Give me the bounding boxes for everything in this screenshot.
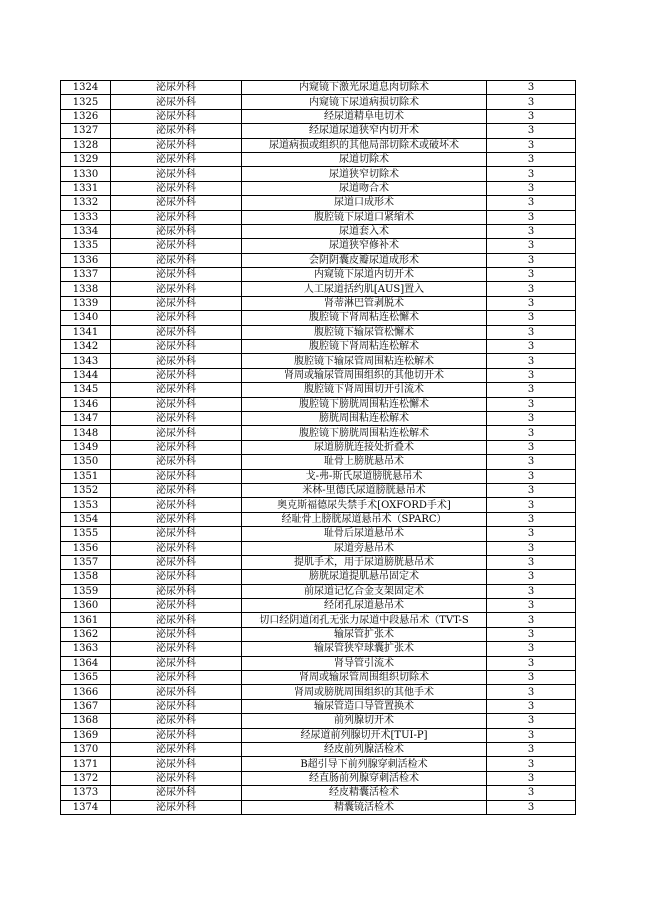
department-cell: 泌尿外科 (111, 627, 242, 641)
table-row (61, 282, 576, 296)
department-cell: 泌尿外科 (111, 671, 242, 685)
table-row (61, 152, 576, 166)
level-cell: 3 (487, 742, 576, 756)
level-cell: 3 (487, 210, 576, 224)
department-cell: 泌尿外科 (111, 253, 242, 267)
table-row (61, 613, 576, 627)
department-cell: 泌尿外科 (111, 311, 242, 325)
procedure-name-cell: 经尿道精阜电切术 (242, 109, 487, 123)
row-id-cell: 1371 (61, 757, 111, 771)
department-cell: 泌尿外科 (111, 167, 242, 181)
level-cell: 3 (487, 527, 576, 541)
procedure-name-cell: 尿道狭窄切除术 (242, 167, 487, 181)
department-cell: 泌尿外科 (111, 699, 242, 713)
row-id-cell: 1374 (61, 800, 111, 814)
table-row (61, 440, 576, 454)
department-cell: 泌尿外科 (111, 354, 242, 368)
table-row (61, 296, 576, 310)
level-cell: 3 (487, 671, 576, 685)
table-row (61, 570, 576, 584)
procedure-name-cell: 内窥镜下尿道病损切除术 (242, 95, 487, 109)
procedure-table-body (61, 81, 576, 815)
procedure-name-cell: 切口经阴道闭孔无张力尿道中段悬吊术（TVT-S (242, 613, 487, 627)
procedure-name-cell: 尿道吻合术 (242, 181, 487, 195)
table-row (61, 210, 576, 224)
table-row (61, 426, 576, 440)
row-id-cell: 1344 (61, 368, 111, 382)
level-cell: 3 (487, 642, 576, 656)
table-row (61, 138, 576, 152)
table-row (61, 455, 576, 469)
department-cell: 泌尿外科 (111, 397, 242, 411)
procedure-name-cell: 肾导管引流术 (242, 656, 487, 670)
level-cell: 3 (487, 685, 576, 699)
department-cell: 泌尿外科 (111, 426, 242, 440)
procedure-name-cell: 尿道切除术 (242, 152, 487, 166)
level-cell: 3 (487, 181, 576, 195)
table-row (61, 685, 576, 699)
level-cell: 3 (487, 469, 576, 483)
procedure-table (60, 80, 576, 815)
table-row (61, 728, 576, 742)
table-row (61, 714, 576, 728)
table-row (61, 742, 576, 756)
level-cell: 3 (487, 340, 576, 354)
procedure-name-cell: 内窥镜下尿道内切开术 (242, 268, 487, 282)
table-row (61, 167, 576, 181)
row-id-cell: 1341 (61, 325, 111, 339)
level-cell: 3 (487, 728, 576, 742)
department-cell: 泌尿外科 (111, 368, 242, 382)
procedure-name-cell: 经闭孔尿道悬吊术 (242, 599, 487, 613)
table-row (61, 642, 576, 656)
procedure-name-cell: 肾周或膀胱周围组织的其他手术 (242, 685, 487, 699)
level-cell: 3 (487, 138, 576, 152)
level-cell: 3 (487, 498, 576, 512)
row-id-cell: 1333 (61, 210, 111, 224)
department-cell: 泌尿外科 (111, 340, 242, 354)
table-row (61, 512, 576, 526)
level-cell: 3 (487, 627, 576, 641)
procedure-name-cell: 经耻骨上膀胱尿道悬吊术（SPARC） (242, 512, 487, 526)
procedure-name-cell: 腹腔镜下尿道口紧缩术 (242, 210, 487, 224)
procedure-name-cell: 人工尿道括约肌[AUS]置入 (242, 282, 487, 296)
level-cell: 3 (487, 757, 576, 771)
level-cell: 3 (487, 714, 576, 728)
row-id-cell: 1354 (61, 512, 111, 526)
row-id-cell: 1359 (61, 584, 111, 598)
procedure-name-cell: 肾周或输尿管周围组织的其他切开术 (242, 368, 487, 382)
level-cell: 3 (487, 440, 576, 454)
procedure-name-cell: 耻骨后尿道悬吊术 (242, 527, 487, 541)
department-cell: 泌尿外科 (111, 152, 242, 166)
level-cell: 3 (487, 253, 576, 267)
row-id-cell: 1363 (61, 642, 111, 656)
procedure-name-cell: 腹腔镜下肾周粘连松解术 (242, 340, 487, 354)
procedure-name-cell: 膀胱周围粘连松解术 (242, 411, 487, 425)
level-cell: 3 (487, 282, 576, 296)
level-cell: 3 (487, 109, 576, 123)
row-id-cell: 1365 (61, 671, 111, 685)
department-cell: 泌尿外科 (111, 455, 242, 469)
level-cell: 3 (487, 296, 576, 310)
table-row (61, 268, 576, 282)
table-row (61, 599, 576, 613)
department-cell: 泌尿外科 (111, 383, 242, 397)
procedure-name-cell: 经皮前列腺活检术 (242, 742, 487, 756)
procedure-name-cell: 腹腔镜下输尿管松懈术 (242, 325, 487, 339)
department-cell: 泌尿外科 (111, 81, 242, 95)
procedure-name-cell: 肾周或输尿管周围组织切除术 (242, 671, 487, 685)
table-row (61, 498, 576, 512)
table-row (61, 771, 576, 785)
table-row (61, 196, 576, 210)
procedure-name-cell: 尿道口成形术 (242, 196, 487, 210)
procedure-name-cell: 精囊镜活检术 (242, 800, 487, 814)
row-id-cell: 1324 (61, 81, 111, 95)
procedure-name-cell: 经皮精囊活检术 (242, 786, 487, 800)
procedure-name-cell: 提肌手术，用于尿道膀胱悬吊术 (242, 555, 487, 569)
level-cell: 3 (487, 555, 576, 569)
table-row (61, 253, 576, 267)
row-id-cell: 1360 (61, 599, 111, 613)
department-cell: 泌尿外科 (111, 742, 242, 756)
level-cell: 3 (487, 613, 576, 627)
row-id-cell: 1361 (61, 613, 111, 627)
row-id-cell: 1350 (61, 455, 111, 469)
level-cell: 3 (487, 368, 576, 382)
table-row (61, 483, 576, 497)
row-id-cell: 1368 (61, 714, 111, 728)
table-row (61, 786, 576, 800)
row-id-cell: 1345 (61, 383, 111, 397)
procedure-name-cell: 前尿道记忆合金支架固定术 (242, 584, 487, 598)
row-id-cell: 1352 (61, 483, 111, 497)
row-id-cell: 1357 (61, 555, 111, 569)
department-cell: 泌尿外科 (111, 210, 242, 224)
department-cell: 泌尿外科 (111, 124, 242, 138)
department-cell: 泌尿外科 (111, 138, 242, 152)
level-cell: 3 (487, 95, 576, 109)
procedure-name-cell: 肾蒂淋巴管剥脱术 (242, 296, 487, 310)
department-cell: 泌尿外科 (111, 656, 242, 670)
row-id-cell: 1340 (61, 311, 111, 325)
level-cell: 3 (487, 786, 576, 800)
table-row (61, 656, 576, 670)
table-row (61, 340, 576, 354)
department-cell: 泌尿外科 (111, 786, 242, 800)
table-row (61, 627, 576, 641)
level-cell: 3 (487, 512, 576, 526)
department-cell: 泌尿外科 (111, 642, 242, 656)
row-id-cell: 1336 (61, 253, 111, 267)
row-id-cell: 1329 (61, 152, 111, 166)
procedure-name-cell: 会阴阴囊皮瓣尿道成形术 (242, 253, 487, 267)
procedure-name-cell: 尿道旁悬吊术 (242, 541, 487, 555)
level-cell: 3 (487, 268, 576, 282)
department-cell: 泌尿外科 (111, 296, 242, 310)
department-cell: 泌尿外科 (111, 613, 242, 627)
table-row (61, 555, 576, 569)
procedure-name-cell: 输尿管扩张术 (242, 627, 487, 641)
level-cell: 3 (487, 196, 576, 210)
row-id-cell: 1335 (61, 239, 111, 253)
level-cell: 3 (487, 771, 576, 785)
level-cell: 3 (487, 599, 576, 613)
table-row (61, 368, 576, 382)
level-cell: 3 (487, 239, 576, 253)
level-cell: 3 (487, 397, 576, 411)
department-cell: 泌尿外科 (111, 714, 242, 728)
table-row (61, 411, 576, 425)
department-cell: 泌尿外科 (111, 109, 242, 123)
table-row (61, 671, 576, 685)
row-id-cell: 1355 (61, 527, 111, 541)
procedure-name-cell: 腹腔镜下膀胱周围粘连松懈术 (242, 397, 487, 411)
level-cell: 3 (487, 124, 576, 138)
row-id-cell: 1325 (61, 95, 111, 109)
procedure-name-cell: B超引导下前列腺穿刺活检术 (242, 757, 487, 771)
row-id-cell: 1370 (61, 742, 111, 756)
department-cell: 泌尿外科 (111, 498, 242, 512)
procedure-name-cell: 尿道套入术 (242, 224, 487, 238)
table-row (61, 311, 576, 325)
procedure-name-cell: 戈-弗-斯氏尿道膀胱悬吊术 (242, 469, 487, 483)
level-cell: 3 (487, 656, 576, 670)
row-id-cell: 1372 (61, 771, 111, 785)
procedure-name-cell: 内窥镜下激光尿道息肉切除术 (242, 81, 487, 95)
table-row (61, 699, 576, 713)
level-cell: 3 (487, 800, 576, 814)
procedure-name-cell: 奥克斯福德尿失禁手术[OXFORD手术] (242, 498, 487, 512)
department-cell: 泌尿外科 (111, 268, 242, 282)
procedure-name-cell: 尿道病损或组织的其他局部切除术或破坏术 (242, 138, 487, 152)
department-cell: 泌尿外科 (111, 512, 242, 526)
row-id-cell: 1334 (61, 224, 111, 238)
department-cell: 泌尿外科 (111, 728, 242, 742)
table-row (61, 124, 576, 138)
department-cell: 泌尿外科 (111, 411, 242, 425)
row-id-cell: 1339 (61, 296, 111, 310)
procedure-name-cell: 腹腔镜下膀胱周围粘连松解术 (242, 426, 487, 440)
procedure-name-cell: 输尿管造口导管置换术 (242, 699, 487, 713)
procedure-name-cell: 经直肠前列腺穿刺活检术 (242, 771, 487, 785)
table-row (61, 800, 576, 814)
table-row (61, 584, 576, 598)
row-id-cell: 1331 (61, 181, 111, 195)
department-cell: 泌尿外科 (111, 325, 242, 339)
row-id-cell: 1349 (61, 440, 111, 454)
level-cell: 3 (487, 455, 576, 469)
row-id-cell: 1356 (61, 541, 111, 555)
row-id-cell: 1343 (61, 354, 111, 368)
procedure-name-cell: 尿道狭窄修补术 (242, 239, 487, 253)
table-row (61, 469, 576, 483)
procedure-name-cell: 膀胱尿道提肌悬吊固定术 (242, 570, 487, 584)
level-cell: 3 (487, 383, 576, 397)
procedure-name-cell: 输尿管狭窄球囊扩张术 (242, 642, 487, 656)
row-id-cell: 1326 (61, 109, 111, 123)
level-cell: 3 (487, 584, 576, 598)
table-row (61, 757, 576, 771)
table-row (61, 181, 576, 195)
row-id-cell: 1332 (61, 196, 111, 210)
row-id-cell: 1337 (61, 268, 111, 282)
department-cell: 泌尿外科 (111, 685, 242, 699)
row-id-cell: 1373 (61, 786, 111, 800)
row-id-cell: 1328 (61, 138, 111, 152)
table-row (61, 325, 576, 339)
department-cell: 泌尿外科 (111, 469, 242, 483)
table-row (61, 541, 576, 555)
table-row (61, 397, 576, 411)
row-id-cell: 1367 (61, 699, 111, 713)
department-cell: 泌尿外科 (111, 95, 242, 109)
department-cell: 泌尿外科 (111, 282, 242, 296)
department-cell: 泌尿外科 (111, 584, 242, 598)
procedure-name-cell: 耻骨上膀胱悬吊术 (242, 455, 487, 469)
table-row (61, 239, 576, 253)
table-row (61, 109, 576, 123)
row-id-cell: 1351 (61, 469, 111, 483)
department-cell: 泌尿外科 (111, 800, 242, 814)
row-id-cell: 1364 (61, 656, 111, 670)
level-cell: 3 (487, 411, 576, 425)
level-cell: 3 (487, 570, 576, 584)
procedure-name-cell: 经尿道尿道狭窄内切开术 (242, 124, 487, 138)
procedure-name-cell: 腹腔镜下输尿管周围粘连松解术 (242, 354, 487, 368)
table-row (61, 383, 576, 397)
procedure-name-cell: 米林-里德氏尿道膀胱悬吊术 (242, 483, 487, 497)
level-cell: 3 (487, 311, 576, 325)
row-id-cell: 1342 (61, 340, 111, 354)
department-cell: 泌尿外科 (111, 599, 242, 613)
procedure-name-cell: 腹腔镜下肾周围切开引流术 (242, 383, 487, 397)
procedure-name-cell: 腹腔镜下肾周粘连松懈术 (242, 311, 487, 325)
row-id-cell: 1346 (61, 397, 111, 411)
row-id-cell: 1338 (61, 282, 111, 296)
department-cell: 泌尿外科 (111, 570, 242, 584)
row-id-cell: 1369 (61, 728, 111, 742)
row-id-cell: 1366 (61, 685, 111, 699)
department-cell: 泌尿外科 (111, 440, 242, 454)
department-cell: 泌尿外科 (111, 555, 242, 569)
table-row (61, 354, 576, 368)
procedure-name-cell: 尿道膀胱连接处折叠术 (242, 440, 487, 454)
department-cell: 泌尿外科 (111, 771, 242, 785)
row-id-cell: 1362 (61, 627, 111, 641)
level-cell: 3 (487, 483, 576, 497)
level-cell: 3 (487, 167, 576, 181)
table-row (61, 224, 576, 238)
department-cell: 泌尿外科 (111, 181, 242, 195)
table-row (61, 81, 576, 95)
department-cell: 泌尿外科 (111, 757, 242, 771)
department-cell: 泌尿外科 (111, 483, 242, 497)
level-cell: 3 (487, 325, 576, 339)
department-cell: 泌尿外科 (111, 239, 242, 253)
row-id-cell: 1327 (61, 124, 111, 138)
level-cell: 3 (487, 81, 576, 95)
department-cell: 泌尿外科 (111, 224, 242, 238)
department-cell: 泌尿外科 (111, 196, 242, 210)
level-cell: 3 (487, 541, 576, 555)
level-cell: 3 (487, 426, 576, 440)
department-cell: 泌尿外科 (111, 527, 242, 541)
table-row (61, 527, 576, 541)
level-cell: 3 (487, 354, 576, 368)
level-cell: 3 (487, 224, 576, 238)
row-id-cell: 1358 (61, 570, 111, 584)
row-id-cell: 1348 (61, 426, 111, 440)
department-cell: 泌尿外科 (111, 541, 242, 555)
row-id-cell: 1353 (61, 498, 111, 512)
row-id-cell: 1347 (61, 411, 111, 425)
procedure-name-cell: 经尿道前列腺切开术[TUI-P] (242, 728, 487, 742)
table-row (61, 95, 576, 109)
procedure-name-cell: 前列腺切开术 (242, 714, 487, 728)
level-cell: 3 (487, 699, 576, 713)
row-id-cell: 1330 (61, 167, 111, 181)
level-cell: 3 (487, 152, 576, 166)
